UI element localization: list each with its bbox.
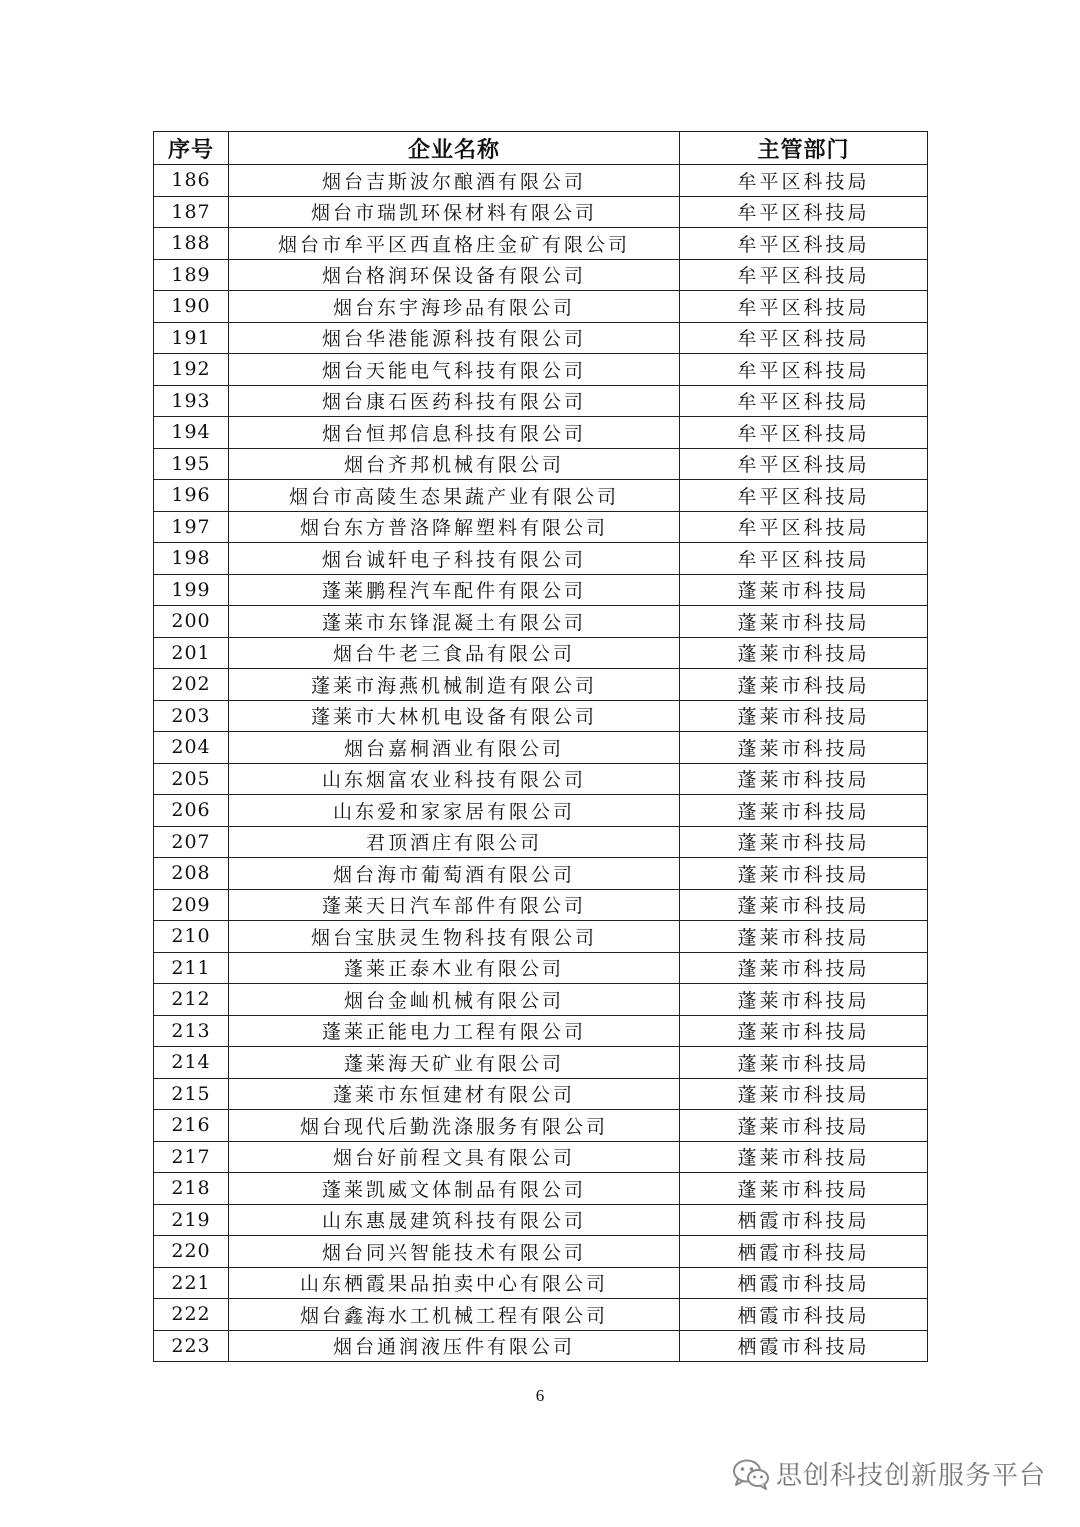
row-index: 189 (154, 259, 229, 291)
row-company-name: 烟台市牟平区西直格庄金矿有限公司 (229, 228, 680, 260)
row-department: 牟平区科技局 (680, 228, 928, 260)
row-department: 牟平区科技局 (680, 543, 928, 575)
row-index: 220 (154, 1236, 229, 1268)
row-index: 214 (154, 1047, 229, 1079)
row-company-name: 蓬莱天日汽车部件有限公司 (229, 889, 680, 921)
table-row (154, 1267, 928, 1299)
row-department: 蓬莱市科技局 (680, 1141, 928, 1173)
row-index: 198 (154, 543, 229, 575)
table-row (154, 259, 928, 291)
row-department: 蓬莱市科技局 (680, 795, 928, 827)
row-department: 蓬莱市科技局 (680, 984, 928, 1016)
row-index: 205 (154, 763, 229, 795)
table-row (154, 858, 928, 890)
table-row (154, 1078, 928, 1110)
wechat-icon (732, 1458, 770, 1490)
row-department: 牟平区科技局 (680, 259, 928, 291)
table-row (154, 417, 928, 449)
table-row (154, 952, 928, 984)
page-number: 6 (535, 1386, 545, 1405)
watermark (732, 1455, 1046, 1492)
row-index: 190 (154, 291, 229, 323)
table-row (154, 228, 928, 260)
row-department: 牟平区科技局 (680, 511, 928, 543)
table-row (154, 543, 928, 575)
row-department: 蓬莱市科技局 (680, 700, 928, 732)
table-row (154, 1204, 928, 1236)
row-department: 蓬莱市科技局 (680, 858, 928, 890)
row-department: 蓬莱市科技局 (680, 669, 928, 701)
table-row (154, 1299, 928, 1331)
row-department: 蓬莱市科技局 (680, 606, 928, 638)
table-row (154, 322, 928, 354)
table-row (154, 354, 928, 386)
table-row (154, 826, 928, 858)
table-row (154, 795, 928, 827)
row-company-name: 烟台鑫海水工机械工程有限公司 (229, 1299, 680, 1331)
table-row (154, 1110, 928, 1142)
row-index: 188 (154, 228, 229, 260)
row-company-name: 山东爱和家家居有限公司 (229, 795, 680, 827)
row-department: 蓬莱市科技局 (680, 732, 928, 764)
row-department: 蓬莱市科技局 (680, 763, 928, 795)
table-body (154, 165, 928, 1362)
row-department: 牟平区科技局 (680, 417, 928, 449)
row-index: 200 (154, 606, 229, 638)
row-department: 栖霞市科技局 (680, 1330, 928, 1362)
row-department: 牟平区科技局 (680, 165, 928, 197)
header-department: 主管部门 (680, 132, 928, 165)
row-department: 蓬莱市科技局 (680, 1078, 928, 1110)
row-company-name: 烟台好前程文具有限公司 (229, 1141, 680, 1173)
row-department: 蓬莱市科技局 (680, 952, 928, 984)
table-row (154, 448, 928, 480)
table-row (154, 1173, 928, 1205)
row-index: 201 (154, 637, 229, 669)
header-index: 序号 (154, 132, 229, 165)
table-row (154, 196, 928, 228)
row-department: 栖霞市科技局 (680, 1299, 928, 1331)
row-department: 栖霞市科技局 (680, 1236, 928, 1268)
row-company-name: 烟台宝肤灵生物科技有限公司 (229, 921, 680, 953)
table-row (154, 889, 928, 921)
row-company-name: 烟台诚轩电子科技有限公司 (229, 543, 680, 575)
table-row (154, 1330, 928, 1362)
row-index: 217 (154, 1141, 229, 1173)
row-company-name: 蓬莱市大林机电设备有限公司 (229, 700, 680, 732)
row-company-name: 烟台东方普洛降解塑料有限公司 (229, 511, 680, 543)
row-company-name: 山东惠晟建筑科技有限公司 (229, 1204, 680, 1236)
row-index: 215 (154, 1078, 229, 1110)
table-row (154, 637, 928, 669)
row-company-name: 烟台东宇海珍品有限公司 (229, 291, 680, 323)
row-company-name: 蓬莱正能电力工程有限公司 (229, 1015, 680, 1047)
row-department: 蓬莱市科技局 (680, 1173, 928, 1205)
row-index: 195 (154, 448, 229, 480)
row-index: 207 (154, 826, 229, 858)
row-index: 218 (154, 1173, 229, 1205)
row-department: 蓬莱市科技局 (680, 574, 928, 606)
row-index: 194 (154, 417, 229, 449)
row-company-name: 蓬莱凯威文体制品有限公司 (229, 1173, 680, 1205)
row-department: 牟平区科技局 (680, 480, 928, 512)
row-index: 209 (154, 889, 229, 921)
table-row (154, 606, 928, 638)
table-row (154, 385, 928, 417)
row-department: 牟平区科技局 (680, 196, 928, 228)
row-company-name: 烟台齐邦机械有限公司 (229, 448, 680, 480)
row-index: 208 (154, 858, 229, 890)
table-row (154, 480, 928, 512)
row-index: 191 (154, 322, 229, 354)
table-row (154, 291, 928, 323)
table-row (154, 1015, 928, 1047)
row-index: 211 (154, 952, 229, 984)
table-row (154, 984, 928, 1016)
row-department: 牟平区科技局 (680, 385, 928, 417)
row-index: 223 (154, 1330, 229, 1362)
row-department: 牟平区科技局 (680, 291, 928, 323)
table-row (154, 921, 928, 953)
row-department: 栖霞市科技局 (680, 1267, 928, 1299)
row-department: 蓬莱市科技局 (680, 921, 928, 953)
row-company-name: 烟台市瑞凯环保材料有限公司 (229, 196, 680, 228)
row-index: 222 (154, 1299, 229, 1331)
row-index: 202 (154, 669, 229, 701)
row-company-name: 蓬莱正泰木业有限公司 (229, 952, 680, 984)
company-table-container (153, 131, 927, 1362)
row-company-name: 烟台金屾机械有限公司 (229, 984, 680, 1016)
row-company-name: 烟台通润液压件有限公司 (229, 1330, 680, 1362)
row-department: 蓬莱市科技局 (680, 1110, 928, 1142)
row-department: 牟平区科技局 (680, 448, 928, 480)
row-index: 206 (154, 795, 229, 827)
row-company-name: 烟台华港能源科技有限公司 (229, 322, 680, 354)
row-company-name: 烟台海市葡萄酒有限公司 (229, 858, 680, 890)
row-department: 蓬莱市科技局 (680, 889, 928, 921)
table-row (154, 732, 928, 764)
row-company-name: 烟台康石医药科技有限公司 (229, 385, 680, 417)
table-row (154, 511, 928, 543)
table-row (154, 669, 928, 701)
row-index: 193 (154, 385, 229, 417)
row-department: 栖霞市科技局 (680, 1204, 928, 1236)
table-row (154, 574, 928, 606)
row-department: 蓬莱市科技局 (680, 826, 928, 858)
row-company-name: 君顶酒庄有限公司 (229, 826, 680, 858)
row-company-name: 烟台市高陵生态果蔬产业有限公司 (229, 480, 680, 512)
watermark-text: 思创科技创新服务平台 (775, 1461, 1046, 1491)
row-index: 197 (154, 511, 229, 543)
row-department: 牟平区科技局 (680, 354, 928, 386)
table-row (154, 763, 928, 795)
row-index: 221 (154, 1267, 229, 1299)
row-company-name: 山东烟富农业科技有限公司 (229, 763, 680, 795)
row-index: 186 (154, 165, 229, 197)
row-company-name: 烟台现代后勤洗涤服务有限公司 (229, 1110, 680, 1142)
row-index: 219 (154, 1204, 229, 1236)
table-row (154, 165, 928, 197)
company-table (153, 131, 928, 1362)
table-row (154, 1236, 928, 1268)
row-company-name: 蓬莱市东锋混凝土有限公司 (229, 606, 680, 638)
header-company-name: 企业名称 (229, 132, 680, 165)
row-index: 216 (154, 1110, 229, 1142)
row-company-name: 烟台牛老三食品有限公司 (229, 637, 680, 669)
row-department: 蓬莱市科技局 (680, 1015, 928, 1047)
row-company-name: 蓬莱市东恒建材有限公司 (229, 1078, 680, 1110)
table-header-row (154, 132, 928, 165)
row-index: 187 (154, 196, 229, 228)
table-row (154, 1047, 928, 1079)
row-company-name: 山东栖霞果品拍卖中心有限公司 (229, 1267, 680, 1299)
row-company-name: 烟台嘉桐酒业有限公司 (229, 732, 680, 764)
row-company-name: 烟台格润环保设备有限公司 (229, 259, 680, 291)
row-company-name: 烟台恒邦信息科技有限公司 (229, 417, 680, 449)
row-company-name: 蓬莱鹏程汽车配件有限公司 (229, 574, 680, 606)
row-company-name: 烟台吉斯波尔酿酒有限公司 (229, 165, 680, 197)
row-company-name: 蓬莱海天矿业有限公司 (229, 1047, 680, 1079)
row-index: 213 (154, 1015, 229, 1047)
row-company-name: 烟台天能电气科技有限公司 (229, 354, 680, 386)
row-index: 210 (154, 921, 229, 953)
row-index: 199 (154, 574, 229, 606)
table-row (154, 1141, 928, 1173)
row-department: 牟平区科技局 (680, 322, 928, 354)
row-index: 192 (154, 354, 229, 386)
row-department: 蓬莱市科技局 (680, 637, 928, 669)
row-company-name: 烟台同兴智能技术有限公司 (229, 1236, 680, 1268)
table-row (154, 700, 928, 732)
row-index: 204 (154, 732, 229, 764)
row-index: 196 (154, 480, 229, 512)
row-department: 蓬莱市科技局 (680, 1047, 928, 1079)
row-index: 203 (154, 700, 229, 732)
row-company-name: 蓬莱市海燕机械制造有限公司 (229, 669, 680, 701)
row-index: 212 (154, 984, 229, 1016)
